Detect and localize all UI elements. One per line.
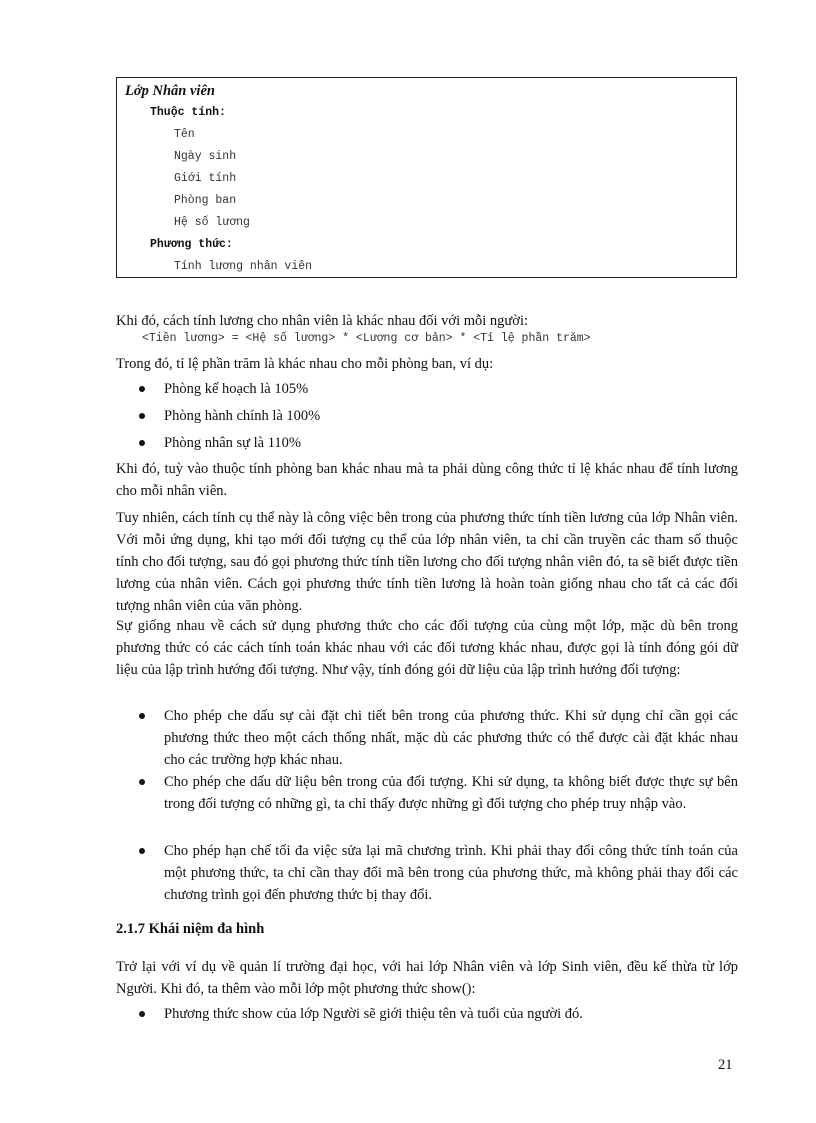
- list-item: Phòng kế hoạch là 105%: [164, 381, 309, 397]
- bullet-icon: [139, 779, 145, 785]
- page-number: 21: [718, 1057, 733, 1073]
- bullet-icon: [139, 1011, 145, 1017]
- bullet-icon: [139, 848, 145, 854]
- attribute-item: Giới tính: [174, 172, 237, 185]
- salary-formula: <Tiền lương> = <Hệ số lương> * <Lương cơ bản> * <Tỉ lệ phần trăm>: [142, 332, 591, 345]
- class-definition-box: [116, 77, 737, 278]
- paragraph: Tuy nhiên, cách tính cụ thể này là công việc bên trong của phương thức tính tiền lương của lớp Nhân viên. Với mỗi ứng dụng, khi tạo mới đối tượng cụ thể của lớp nhân viên, ta chỉ cần truyền các tham số thuộc tính cho đối tượng, sau đó gọi phương thức tính tiền lương cho đối tượng nhân viên đó, ta sẽ biết được tiền lương của nhân viên. Cách gọi phương thức tính tiền lương là hoàn toàn giống nhau cho tất cả các đối tượng nhân viên của văn phòng.: [116, 510, 738, 614]
- paragraph: Trở lại với ví dụ về quản lí trường đại học, với hai lớp Nhân viên và lớp Sinh viên, đều kế thừa từ lớp Người. Khi đó, ta thêm vào mỗi lớp một phương thức show():: [116, 959, 738, 997]
- list-item: Phòng nhân sự là 110%: [164, 435, 302, 451]
- attribute-item: Phòng ban: [174, 194, 237, 207]
- attributes-label: Thuộc tính:: [150, 106, 226, 119]
- attribute-item: Ngày sinh: [174, 150, 237, 163]
- attribute-item: Tên: [174, 128, 195, 141]
- list-item: Cho phép che dấu sự cài đặt chi tiết bên trong của phương thức. Khi sử dụng chỉ cần gọi các phương thức theo một cách thống nhất, mặc dù các phương thức có thể được cài đặt khác nhau cho các trường hợp khác nhau.: [164, 708, 738, 768]
- list-item: Phòng hành chính là 100%: [164, 408, 321, 424]
- class-title: Lớp Nhân viên: [125, 83, 215, 99]
- methods-label: Phương thức:: [150, 238, 233, 251]
- list-item: Phương thức show của lớp Người sẽ giới thiệu tên và tuổi của người đó.: [164, 1006, 583, 1022]
- list-item: Cho phép hạn chế tối đa việc sửa lại mã chương trình. Khi phải thay đổi công thức tính toán của một phương thức, ta chỉ cần thay đổi mã bên trong của phương thức, mà không phải thay đổi các chương trình gọi đến phương thức bị thay đổi.: [164, 843, 738, 903]
- section-heading: 2.1.7 Khái niệm đa hình: [116, 921, 265, 937]
- paragraph: Trong đó, tỉ lệ phần trăm là khác nhau cho mỗi phòng ban, ví dụ:: [116, 356, 494, 372]
- method-item: Tính lương nhân viên: [174, 260, 313, 273]
- paragraph: Khi đó, tuỳ vào thuộc tính phòng ban khác nhau mà ta phải dùng công thức tỉ lệ khác nhau để tính lương cho mỗi nhân viên.: [116, 461, 738, 499]
- attribute-item: Hệ số lương: [174, 216, 250, 229]
- bullet-icon: [139, 413, 145, 419]
- paragraph: Sự giống nhau về cách sử dụng phương thức cho các đối tượng của cùng một lớp, mặc dù bên trong phương thức có các cách tính toán khác nhau với các đối tương khác nhau, được gọi là tính đóng gói dữ liệu của lập trình hướng đối tượng. Như vậy, tính đóng gói dữ liệu của lập trình hướng đối tượng:: [116, 618, 738, 678]
- bullet-icon: [139, 440, 145, 446]
- paragraph: Khi đó, cách tính lương cho nhân viên là khác nhau đối với mỗi người:: [116, 313, 529, 329]
- bullet-icon: [139, 713, 145, 719]
- list-item: Cho phép che dấu dữ liệu bên trong của đối tượng. Khi sử dụng, ta không biết được thực sự bên trong đối tượng có những gì, ta chỉ thấy được những gì đối tượng cho phép truy nhập vào.: [164, 774, 738, 812]
- bullet-icon: [139, 386, 145, 392]
